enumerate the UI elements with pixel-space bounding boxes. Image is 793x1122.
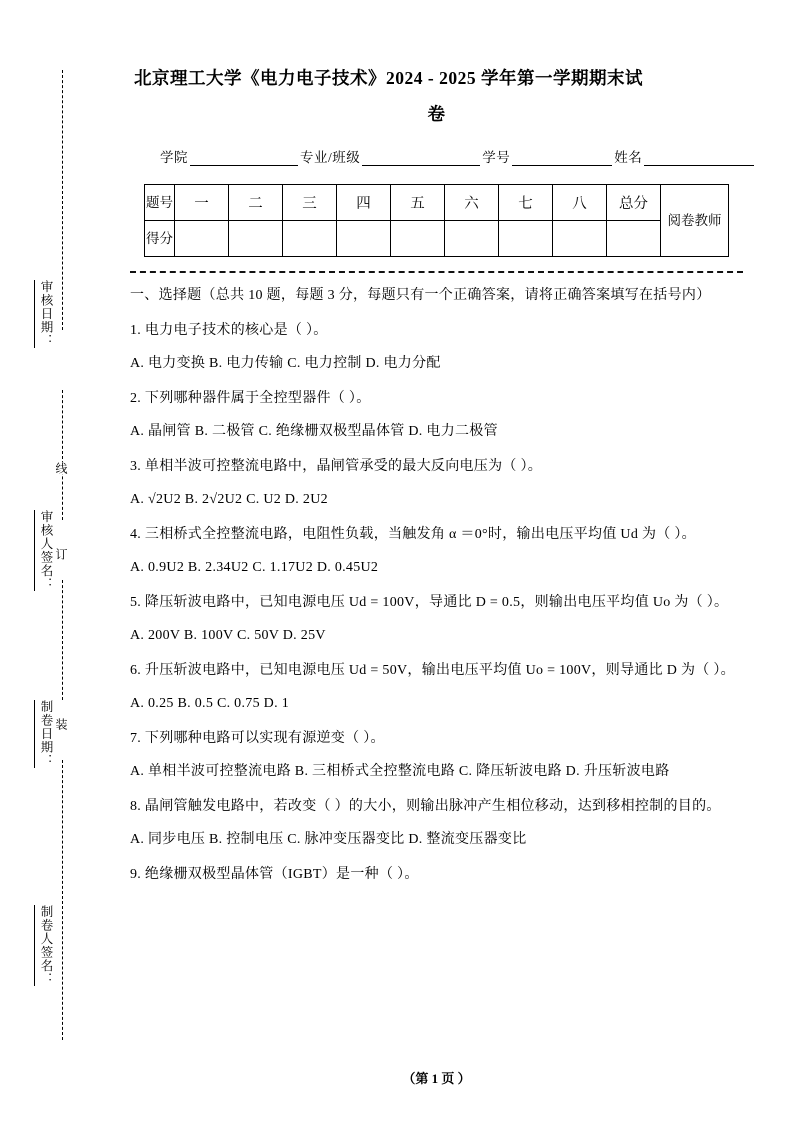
margin-review-date-label: 审核日期： bbox=[34, 280, 55, 348]
score-cell-1[interactable] bbox=[175, 221, 229, 257]
margin-paper-date-label: 制卷日期： bbox=[34, 700, 55, 768]
question-options-3: A. √2U2 B. 2√2U2 C. U2 D. 2U2 bbox=[130, 492, 328, 507]
page-title bbox=[130, 60, 743, 132]
margin-reviewer-sign-label: 审核人签名： bbox=[34, 510, 55, 591]
question-options-4: A. 0.9U2 B. 2.34U2 C. 1.17U2 D. 0.45U2 bbox=[130, 560, 379, 575]
student-id-input[interactable] bbox=[512, 151, 612, 166]
score-cell-total[interactable] bbox=[607, 221, 661, 257]
question-options-7: A. 单相半波可控整流电路 B. 三相桥式全控整流电路 C. 降压斩波电路 D. 升压斩波电路 bbox=[130, 764, 670, 779]
question-options-8: A. 同步电压 B. 控制电压 C. 脉冲变压器变比 D. 整流变压器变比 bbox=[130, 832, 527, 847]
score-table-row-label-question: 题号 bbox=[145, 185, 175, 221]
score-table-col-7: 七 bbox=[499, 185, 553, 221]
question-stem-4: 4. 三相桥式全控整流电路，电阻性负载，当触发角 α ＝0°时，输出电压平均值 Ud 为（ ）。 bbox=[130, 527, 696, 542]
score-table-col-8: 八 bbox=[553, 185, 607, 221]
student-id-label: 学号 bbox=[482, 150, 511, 165]
page-title-line2: 卷 bbox=[427, 104, 446, 124]
horizontal-dashed-divider bbox=[130, 271, 743, 273]
student-info-row bbox=[130, 146, 743, 166]
college-label: 学院 bbox=[160, 150, 188, 165]
score-cell-2[interactable] bbox=[229, 221, 283, 257]
score-cell-7[interactable] bbox=[499, 221, 553, 257]
exam-paper-body bbox=[130, 60, 743, 888]
dashed-line-segment-3 bbox=[62, 580, 63, 700]
section-heading: 一、选择题（总共 10 题，每题 3 分，每题只有一个正确答案，请将正确答案填写在括号内） bbox=[130, 288, 711, 303]
seam-label-seal: 装 bbox=[54, 718, 68, 730]
score-table-col-2: 二 bbox=[229, 185, 283, 221]
question-stem-9: 9. 绝缘栅双极型晶体管（IGBT）是一种（ ）。 bbox=[130, 867, 419, 882]
score-cell-5[interactable] bbox=[391, 221, 445, 257]
score-table-teacher-label: 阅卷教师 bbox=[661, 185, 729, 257]
question-stem-7: 7. 下列哪种电路可以实现有源逆变（ ）。 bbox=[130, 731, 385, 746]
seam-label-line: 线 bbox=[54, 462, 68, 474]
table-row-score bbox=[145, 221, 729, 257]
score-table-col-4: 四 bbox=[337, 185, 391, 221]
score-table-col-3: 三 bbox=[283, 185, 337, 221]
score-table-col-6: 六 bbox=[445, 185, 499, 221]
question-stem-6: 6. 升压斩波电路中，已知电源电压 Ud = 50V，输出电压平均值 Uo = 100V，则导通比 D 为（ ）。 bbox=[130, 663, 735, 678]
score-table-total-label: 总分 bbox=[607, 185, 661, 221]
name-label: 姓名 bbox=[614, 150, 643, 165]
score-cell-3[interactable] bbox=[283, 221, 337, 257]
score-table-col-1: 一 bbox=[175, 185, 229, 221]
question-options-2: A. 晶闸管 B. 二极管 C. 绝缘栅双极型晶体管 D. 电力二极管 bbox=[130, 424, 498, 439]
left-margin-column bbox=[0, 0, 128, 1122]
score-table bbox=[144, 184, 729, 257]
dashed-line-segment-4 bbox=[62, 760, 63, 1040]
question-stem-5: 5. 降压斩波电路中，已知电源电压 Ud = 100V，导通比 D = 0.5，则输出电压平均值 Uo 为（ ）。 bbox=[130, 595, 729, 610]
seam-label-bind: 订 bbox=[54, 548, 68, 560]
question-options-6: A. 0.25 B. 0.5 C. 0.75 D. 1 bbox=[130, 696, 289, 711]
major-label: 专业/班级 bbox=[300, 150, 361, 165]
table-row-heading bbox=[145, 185, 729, 221]
college-input[interactable] bbox=[190, 151, 298, 166]
major-input[interactable] bbox=[362, 151, 480, 166]
name-input[interactable] bbox=[644, 151, 754, 166]
score-cell-6[interactable] bbox=[445, 221, 499, 257]
question-stem-2: 2. 下列哪种器件属于全控型器件（ ）。 bbox=[130, 391, 371, 406]
question-options-1: A. 电力变换 B. 电力传输 C. 电力控制 D. 电力分配 bbox=[130, 356, 441, 371]
dashed-line-segment-2 bbox=[62, 390, 63, 520]
score-cell-4[interactable] bbox=[337, 221, 391, 257]
score-table-row-label-score: 得分 bbox=[145, 221, 175, 257]
question-options-5: A. 200V B. 100V C. 50V D. 25V bbox=[130, 628, 326, 643]
question-stem-3: 3. 单相半波可控整流电路中，晶闸管承受的最大反向电压为（ ）。 bbox=[130, 459, 543, 474]
question-stem-8: 8. 晶闸管触发电路中，若改变（ ）的大小，则输出脉冲产生相位移动，达到移相控制的目的。 bbox=[130, 799, 721, 814]
score-cell-8[interactable] bbox=[553, 221, 607, 257]
margin-paper-sign-label: 制卷人签名： bbox=[34, 905, 55, 986]
dashed-line-segment-1 bbox=[62, 70, 63, 330]
page-title-line1: 北京理工大学《电力电子技术》2024 - 2025 学年第一学期期末试 bbox=[134, 68, 643, 88]
question-stem-1: 1. 电力电子技术的核心是（ ）。 bbox=[130, 323, 328, 338]
page-footer: （第 1 页 ） bbox=[402, 1071, 471, 1086]
score-table-col-5: 五 bbox=[391, 185, 445, 221]
